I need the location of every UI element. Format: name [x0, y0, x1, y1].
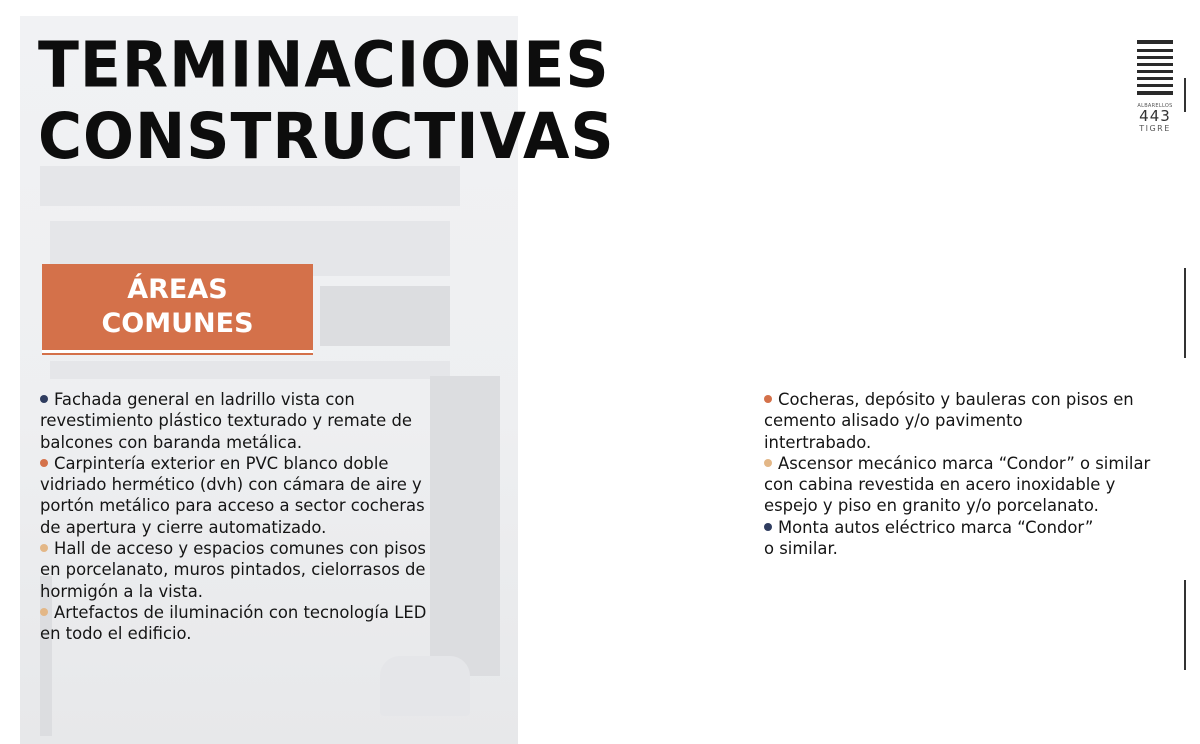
list-item-text: Monta autos eléctrico marca “Condor”: [778, 517, 1094, 537]
list-item-text: portón metálico para acceso a sector cocheras: [40, 496, 425, 516]
list-item: [764, 517, 1189, 538]
logo-number: 443: [1139, 107, 1171, 125]
edge-divider: [1184, 78, 1186, 112]
building-logo-icon: [1137, 40, 1173, 95]
list-item: [764, 432, 1189, 453]
list-item: [40, 517, 480, 538]
list-item-text: revestimiento plástico texturado y remate de: [40, 411, 412, 431]
bullet-dot-icon: [40, 459, 48, 467]
list-item: [40, 474, 480, 495]
logo-town: TIGRE: [1139, 124, 1171, 133]
list-item-text: balcones con baranda metálica.: [40, 432, 303, 452]
list-item: [40, 538, 480, 559]
section-badge: [42, 264, 313, 350]
list-item-text: Carpintería exterior en PVC blanco doble: [54, 453, 389, 473]
list-item-text: Artefactos de iluminación con tecnología LED: [54, 602, 427, 622]
title-line-2: CONSTRUCTIVAS: [38, 100, 615, 174]
list-item-text: hormigón a la vista.: [40, 581, 203, 601]
list-item-text: con cabina revestida en acero inoxidable y: [764, 475, 1116, 495]
title-line-1: TERMINACIONES: [38, 28, 610, 103]
bullet-dot-icon: [40, 608, 48, 616]
list-item: [40, 623, 480, 644]
left-feature-list: [40, 389, 480, 645]
list-item-text: en porcelanato, muros pintados, cielorrasos de: [40, 560, 426, 580]
list-item-text: vidriado hermético (dvh) con cámara de aire y: [40, 475, 422, 495]
logo-small-text: ALBARELLOS: [1137, 103, 1173, 109]
list-item: [40, 389, 480, 410]
bullet-dot-icon: [764, 523, 772, 531]
list-item: [764, 495, 1189, 516]
section-badge-line-2: COMUNES: [101, 308, 254, 339]
list-item-text: Ascensor mecánico marca “Condor” o similar: [778, 453, 1151, 473]
list-item: [764, 389, 1189, 410]
list-item: [40, 602, 480, 623]
list-item: [764, 538, 1189, 559]
list-item-text: en todo el edificio.: [40, 624, 192, 644]
list-item: [40, 581, 480, 602]
list-item-text: Cocheras, depósito y bauleras con pisos en: [778, 390, 1134, 409]
list-item-text: Hall de acceso y espacios comunes con pisos: [54, 539, 426, 559]
list-item-text: espejo y piso en granito y/o porcelanato.: [764, 496, 1099, 516]
list-item: [40, 410, 480, 431]
list-item-text: cemento alisado y/o pavimento: [764, 411, 1023, 431]
list-item: [40, 453, 480, 474]
edge-divider: [1184, 580, 1186, 670]
list-item: [40, 495, 480, 516]
bullet-dot-icon: [40, 544, 48, 552]
list-item: [40, 559, 480, 580]
brand-logo: [1134, 40, 1176, 133]
right-feature-list: [764, 389, 1189, 559]
bullet-dot-icon: [764, 459, 772, 467]
list-item-text: Fachada general en ladrillo vista con: [54, 390, 355, 409]
edge-divider: [1184, 268, 1186, 358]
list-item-text: de apertura y cierre automatizado.: [40, 517, 327, 537]
list-item: [764, 474, 1189, 495]
list-item-text: intertrabado.: [764, 432, 872, 452]
section-badge-line-1: ÁREAS: [127, 274, 228, 305]
list-item: [40, 432, 480, 453]
page-title: [38, 30, 615, 173]
list-item: [764, 453, 1189, 474]
bullet-dot-icon: [40, 395, 48, 403]
bullet-dot-icon: [764, 395, 772, 403]
list-item-text: o similar.: [764, 539, 838, 559]
list-item: [764, 410, 1189, 431]
